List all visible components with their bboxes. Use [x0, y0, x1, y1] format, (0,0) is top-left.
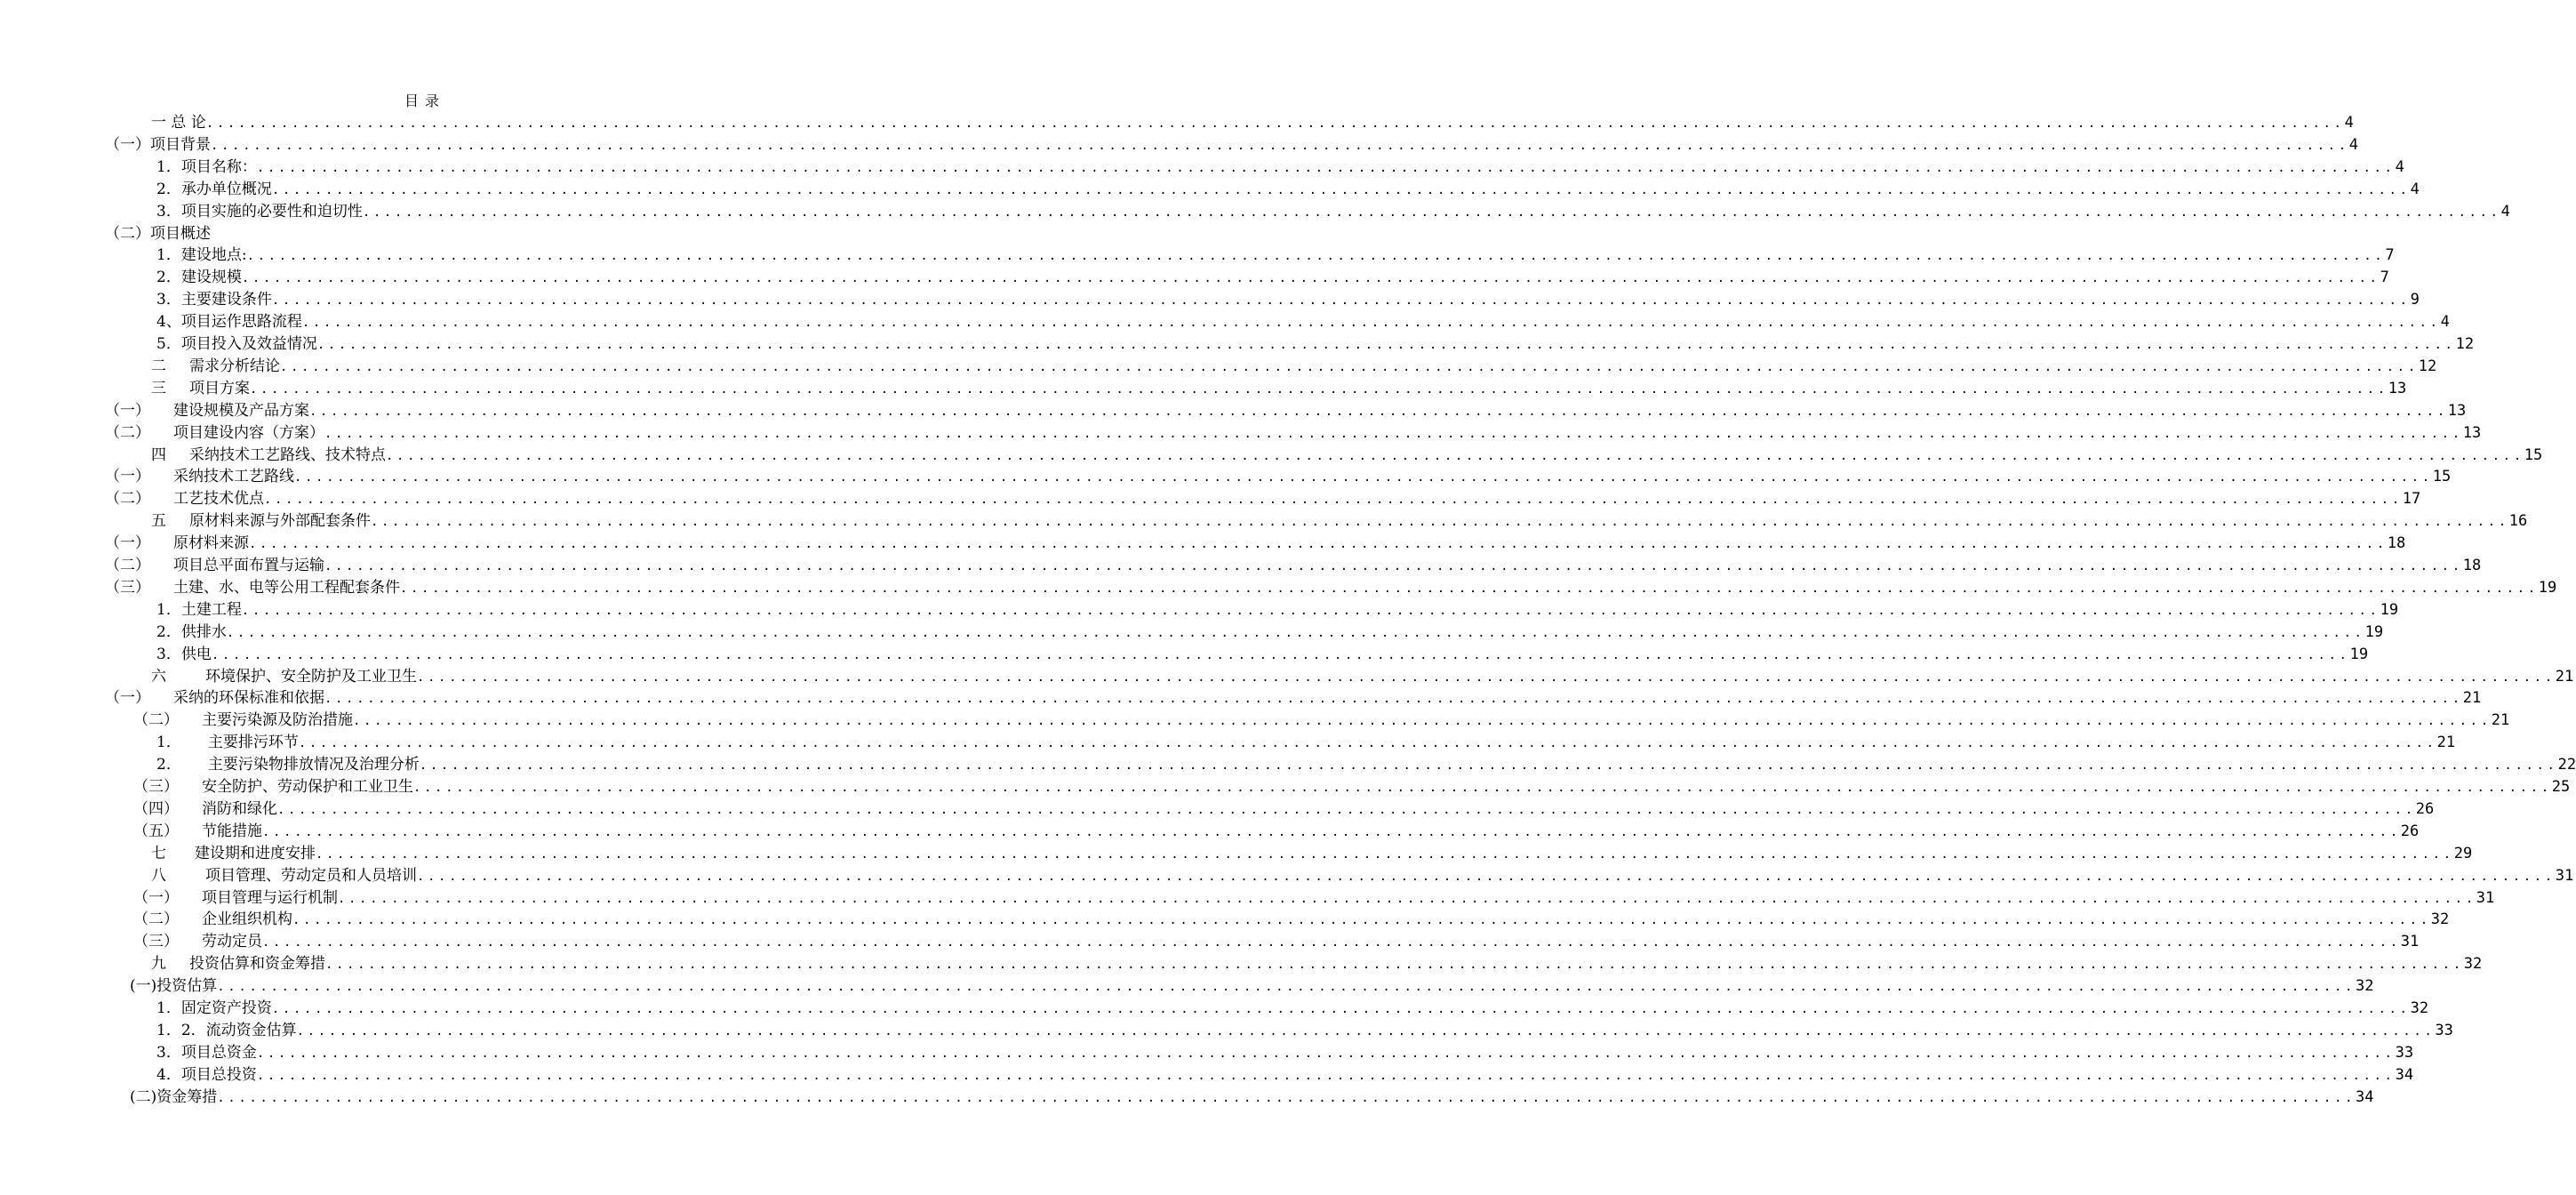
toc-entry-number: 4、	[156, 313, 181, 332]
toc-page-number: 26	[2400, 822, 2420, 840]
toc-entry[interactable]	[156, 332, 2475, 354]
toc-entry-number: 1．	[156, 600, 181, 619]
toc-entry-number: 3．	[156, 1043, 181, 1062]
toc-dot-leader: ........................................................................................................................................................................................................	[256, 1068, 2396, 1083]
toc-entry[interactable]	[156, 265, 2389, 287]
toc-entry-label: 原材料来源	[173, 534, 249, 553]
toc-entry[interactable]	[105, 575, 2557, 598]
toc-entry[interactable]	[156, 199, 2510, 221]
toc-page-number: 4	[2500, 202, 2510, 221]
toc-entry[interactable]	[105, 686, 2482, 708]
toc-page-number: 32	[2356, 977, 2374, 996]
toc-page-number: 26	[2415, 799, 2435, 818]
toc-entry-number: （三）	[105, 578, 150, 597]
toc-entry-number: 七	[151, 844, 166, 862]
toc-page-number: 34	[2356, 1087, 2374, 1106]
toc-entry-label: 项目总资金	[180, 1043, 257, 1062]
toc-entry-label: 企业组织机构	[202, 910, 292, 929]
toc-dot-leader: ........................................................................................................................................................................................................	[262, 824, 2401, 839]
toc-page-number: 19	[2364, 622, 2384, 641]
toc-entry[interactable]	[156, 642, 2369, 664]
toc-entry[interactable]	[156, 309, 2450, 332]
toc-entry-number: 八	[151, 866, 166, 885]
toc-page-number: 19	[2538, 578, 2557, 597]
toc-entry[interactable]	[156, 752, 2576, 774]
toc-entry-number: （一）	[133, 888, 179, 907]
toc-entry-number: （二）	[105, 423, 150, 442]
toc-entry[interactable]	[156, 243, 2395, 265]
toc-page-number: 7	[2385, 246, 2395, 265]
toc-entry[interactable]	[156, 155, 2404, 177]
toc-entry-label: 项目管理、劳动定员和人员培训	[205, 866, 417, 885]
toc-page-number: 21	[2462, 689, 2482, 708]
toc-entry[interactable]	[133, 797, 2435, 819]
toc-entry-number: 1．	[156, 157, 181, 176]
toc-entry[interactable]	[151, 354, 2437, 376]
toc-page-number: 21	[2555, 667, 2574, 686]
toc-entry-label: 原材料来源与外部配套条件	[189, 512, 371, 531]
toc-entry[interactable]	[105, 531, 2406, 553]
toc-dot-leader: ........................................................................................................................................................................................................	[301, 316, 2441, 331]
toc-entry[interactable]	[133, 774, 2571, 797]
toc-dot-leader: ........................................................................................................................................................................................................	[309, 404, 2448, 419]
toc-entry-number: （五）	[133, 822, 179, 840]
toc-entry-number: 1．	[156, 734, 181, 752]
toc-dot-leader: ........................................................................................................................................................................................................	[256, 1046, 2396, 1061]
toc-page-number: 15	[2524, 445, 2543, 464]
toc-entry[interactable]	[130, 1085, 2374, 1107]
toc-entry[interactable]	[105, 132, 2358, 155]
toc-entry-label: 项目建设内容（方案）	[173, 423, 324, 442]
toc-page-number: 12	[2455, 335, 2475, 353]
toc-dot-leader: ........................................................................................................................................................................................................	[277, 802, 2416, 817]
toc-dot-leader: ........................................................................................................................................................................................................	[362, 205, 2501, 220]
toc-page-number: 18	[2462, 557, 2482, 574]
toc-entry[interactable]	[130, 974, 2374, 996]
toc-page-number: 32	[2410, 999, 2429, 1017]
toc-entry[interactable]	[133, 708, 2510, 730]
toc-entry-number: （二）	[105, 490, 150, 509]
toc-entry[interactable]	[156, 996, 2429, 1018]
toc-entry-label: 节能措施	[202, 822, 262, 840]
toc-entry-number: (二)	[130, 1087, 157, 1106]
toc-entry[interactable]	[156, 730, 2456, 752]
toc-entry-label: 环境保护、安全防护及工业卫生	[205, 667, 417, 686]
toc-page-number: 13	[2447, 401, 2467, 420]
toc-page-number: 15	[2432, 468, 2452, 486]
toc-dot-leader: ........................................................................................................................................................................................................	[205, 116, 2345, 131]
toc-page-number: 29	[2453, 844, 2473, 862]
toc-entry-number: 3．	[156, 202, 181, 221]
toc-entry[interactable]	[151, 841, 2473, 863]
toc-page-number: 33	[2395, 1043, 2414, 1062]
toc-entry[interactable]	[105, 553, 2482, 575]
toc-entry-label: 项目运作思路流程	[180, 313, 302, 332]
toc-page-number: 31	[2476, 888, 2495, 907]
toc-dot-leader: ........................................................................................................................................................................................................	[217, 1090, 2356, 1105]
toc-entry-label: 供电	[180, 645, 212, 663]
toc-dot-leader: ........................................................................................................................................................................................................	[217, 980, 2356, 995]
toc-entry-number: 四	[151, 445, 166, 464]
toc-entry[interactable]	[156, 1040, 2414, 1063]
toc-entry-label: 土建、水、电等公用工程配套条件	[173, 578, 400, 597]
toc-entry-number: 3．	[156, 291, 181, 309]
toc-page-number: 13	[2388, 379, 2407, 397]
toc-entry-number: 一 总 论	[151, 114, 206, 132]
toc-dot-leader: ........................................................................................................................................................................................................	[264, 493, 2403, 508]
toc-dot-leader: ........................................................................................................................................................................................................	[417, 869, 2556, 884]
toc-entry[interactable]	[151, 110, 2354, 132]
toc-entry-number: （一）	[105, 401, 150, 420]
toc-dot-leader: ........................................................................................................................................................................................................	[338, 891, 2476, 906]
toc-dot-leader: ........................................................................................................................................................................................................	[294, 470, 2433, 485]
toc-entry-label: 劳动定员	[202, 933, 262, 951]
toc-entry-label: 建设规模	[180, 269, 242, 287]
toc-page-number: 31	[2400, 933, 2420, 951]
toc-page-number: 4	[2440, 313, 2450, 332]
toc-dot-leader: ........................................................................................................................................................................................................	[400, 581, 2539, 596]
toc-dot-leader: ........................................................................................................................................................................................................	[419, 758, 2558, 774]
toc-dot-leader: ........................................................................................................................................................................................................	[324, 559, 2463, 573]
toc-page-number: 25	[2551, 778, 2571, 796]
toc-page-number: 21	[2436, 734, 2456, 752]
toc-entry-label: 资金筹措	[156, 1087, 218, 1106]
toc-entry-number: （三）	[133, 933, 179, 951]
toc-page-number: 21	[2491, 711, 2510, 730]
toc-dot-leader: ........................................................................................................................................................................................................	[298, 736, 2437, 751]
toc-page-number: 4	[2395, 157, 2404, 176]
toc-entry-number: 2．	[156, 180, 181, 198]
toc-entry-number: （一）	[105, 534, 150, 553]
toc-entry-label: 项目背景	[150, 135, 211, 154]
toc-dot-leader: ........................................................................................................................................................................................................	[316, 338, 2456, 352]
toc-entry-label: 项目名称：	[180, 157, 257, 176]
toc-entry-number: 2．	[156, 269, 181, 287]
toc-entry[interactable]	[105, 221, 722, 244]
toc-entry[interactable]	[151, 443, 2543, 465]
toc-dot-leader: ........................................................................................................................................................................................................	[292, 913, 2431, 928]
toc-entry-label: 建设地点:	[180, 246, 247, 265]
toc-entry-label: 项目方案	[189, 379, 250, 397]
toc-entry-number: （二）	[105, 557, 150, 574]
toc-entry-label: 工艺技术优点	[173, 490, 264, 509]
toc-entry[interactable]	[156, 1063, 2414, 1085]
toc-entry[interactable]	[151, 951, 2483, 974]
toc-entry-label: 消防和绿化	[202, 799, 277, 818]
toc-dot-leader: ........................................................................................................................................................................................................	[211, 647, 2350, 662]
toc-entry-label: 采纳的环保标准和依据	[173, 689, 324, 708]
toc-entry-number: （四）	[133, 799, 179, 818]
toc-entry-number: 3．	[156, 645, 181, 663]
toc-page-number: 13	[2462, 423, 2482, 442]
toc-entry-number: 九	[151, 955, 166, 974]
toc-page-number: 32	[2463, 955, 2483, 974]
toc-entry-label: 供排水	[180, 622, 227, 641]
toc-entry[interactable]	[151, 863, 2574, 886]
toc-page-number: 7	[2380, 269, 2389, 287]
toc-entry[interactable]	[105, 464, 2452, 486]
toc-entry-label: 需求分析结论	[189, 357, 280, 375]
toc-dot-leader: ........................................................................................................................................................................................................	[417, 670, 2556, 685]
toc-dot-leader: ........................................................................................................................................................................................................	[246, 249, 2386, 264]
toc-entry-label: 采纳技术工艺路线	[173, 468, 294, 486]
toc-entry-number: （二）	[133, 711, 179, 730]
toc-dot-leader: ........................................................................................................................................................................................................	[271, 182, 2411, 197]
toc-title: 目 录	[404, 92, 441, 109]
toc-entry-label: 建设规模及产品方案	[173, 401, 309, 420]
toc-entry-label: 承办单位概况	[180, 180, 272, 198]
toc-entry-label: 主要建设条件	[180, 291, 272, 309]
toc-entry[interactable]	[156, 598, 2399, 620]
toc-entry[interactable]	[133, 886, 2495, 908]
toc-entry-label: 主要排污环节	[207, 734, 299, 752]
toc-entry-label: 采纳技术工艺路线、技术特点	[189, 445, 386, 464]
toc-entry-number: 1．	[156, 999, 181, 1017]
toc-entry-label: 投资估算	[156, 977, 218, 996]
toc-dot-leader: ........................................................................................................................................................................................................	[325, 958, 2464, 973]
toc-entry[interactable]	[105, 486, 2421, 509]
toc-entry[interactable]	[151, 509, 2528, 531]
toc-entry-number: （一）	[105, 135, 150, 154]
toc-entry[interactable]	[156, 287, 2420, 309]
toc-dot-leader: ........................................................................................................................................................................................................	[386, 448, 2524, 463]
toc-entry-label: 主要污染物排放情况及治理分析	[207, 756, 420, 774]
toc-page-number: 22	[2557, 756, 2576, 774]
toc-entry-number: 4．	[156, 1065, 181, 1084]
toc-page-number: 16	[2508, 512, 2528, 531]
toc-page-number: 32	[2430, 910, 2450, 929]
toc-entry-number: 二	[151, 357, 166, 375]
toc-dot-leader: ........................................................................................................................................................................................................	[324, 692, 2463, 707]
toc-entry-number: （一）	[105, 689, 150, 708]
toc-entry[interactable]	[156, 1018, 2453, 1040]
toc-page-number: 17	[2402, 490, 2421, 509]
toc-entry[interactable]	[133, 929, 2420, 951]
toc-dot-leader: ........................................................................................................................................................................................................	[280, 359, 2419, 374]
toc-entry-number: （二）	[133, 910, 179, 929]
toc-entry-number: 五	[151, 512, 166, 531]
toc-entry-label: 项目管理与运行机制	[202, 888, 338, 907]
toc-dot-leader: ........................................................................................................................................................................................................	[262, 935, 2401, 950]
toc-entry-label: 项目概述	[150, 224, 211, 243]
toc-page-number: 12	[2418, 357, 2437, 375]
toc-dot-leader: ........................................................................................................................................................................................................	[296, 1023, 2436, 1039]
toc-dot-leader: ........................................................................................................................................................................................................	[271, 1002, 2411, 1016]
toc-entry[interactable]	[105, 421, 2482, 443]
toc-dot-leader: ........................................................................................................................................................................................................	[371, 515, 2509, 530]
toc-dot-leader: ........................................................................................................................................................................................................	[226, 625, 2365, 640]
toc-entry-number: （一）	[105, 468, 150, 486]
toc-entry-number: 六	[151, 667, 166, 686]
toc-entry-label: 建设期和进度安排	[195, 844, 316, 862]
toc-entry-label: 项目总投资	[180, 1065, 257, 1084]
toc-entry-number: 三	[151, 379, 166, 397]
toc-entry-label: 固定资产投资	[180, 999, 272, 1017]
toc-page-number: 31	[2555, 866, 2574, 885]
toc-entry-label: 安全防护、劳动保护和工业卫生	[202, 778, 413, 796]
toc-entry-number: 1．2．	[156, 1021, 206, 1039]
toc-entry[interactable]	[156, 620, 2384, 642]
toc-dot-leader: ........................................................................................................................................................................................................	[211, 138, 2349, 153]
toc-entry-number: （二）	[105, 224, 150, 243]
toc-dot-leader: ........................................................................................................................................................................................................	[250, 381, 2388, 397]
toc-entry-number: 2．	[156, 756, 181, 774]
toc-entry-label: 项目总平面布置与运输	[173, 557, 324, 574]
toc-dot-leader: ........................................................................................................................................................................................................	[271, 293, 2411, 309]
toc-entry[interactable]	[105, 398, 2467, 421]
toc-dot-leader: ........................................................................................................................................................................................................	[249, 537, 2388, 552]
toc-page-number: 4	[2410, 180, 2420, 198]
toc-entry-label: 项目实施的必要性和迫切性	[180, 202, 363, 221]
toc-page-number: 4	[2348, 135, 2358, 154]
toc-page-number: 33	[2435, 1021, 2453, 1039]
toc-dot-leader: ........................................................................................................................................................................................................	[353, 714, 2492, 729]
toc-dot-leader: ........................................................................................................................................................................................................	[413, 781, 2552, 795]
toc-entry-number: 1．	[156, 246, 181, 265]
toc-entry[interactable]	[151, 376, 2407, 398]
toc-page-number: 9	[2410, 291, 2420, 309]
toc-dot-leader: ........................................................................................................................................................................................................	[324, 426, 2463, 441]
toc-entry[interactable]	[133, 819, 2420, 841]
toc-entry-label: 土建工程	[180, 600, 242, 619]
toc-dot-leader: ........................................................................................................................................................................................................	[256, 160, 2396, 175]
toc-entry-label: 主要污染源及防治措施	[202, 711, 353, 730]
toc-dot-leader: ........................................................................................................................................................................................................	[241, 603, 2380, 618]
toc-entry-number: 5．	[156, 335, 181, 353]
toc-page-number: 19	[2349, 645, 2369, 663]
toc-entry[interactable]	[151, 664, 2574, 686]
toc-entry[interactable]	[156, 177, 2420, 199]
toc-entry-number: （三）	[133, 778, 179, 796]
toc-entry-label: 项目投入及效益情况	[180, 335, 317, 353]
toc-page-number: 4	[2344, 114, 2354, 132]
toc-entry-label: 投资估算和资金筹措	[189, 955, 325, 974]
toc-entry[interactable]	[133, 907, 2450, 929]
toc-page-number: 19	[2380, 600, 2399, 619]
toc-entry-number: 2．	[156, 622, 181, 641]
toc-dot-leader: ........................................................................................................................................................................................................	[241, 271, 2380, 286]
toc-page-number: 34	[2395, 1065, 2414, 1084]
toc-entry-number: (一)	[130, 977, 157, 996]
toc-entry-label: 流动资金估算	[205, 1021, 297, 1039]
toc-dot-leader: ........................................................................................................................................................................................................	[316, 846, 2454, 862]
toc-page-number: 18	[2387, 534, 2406, 553]
